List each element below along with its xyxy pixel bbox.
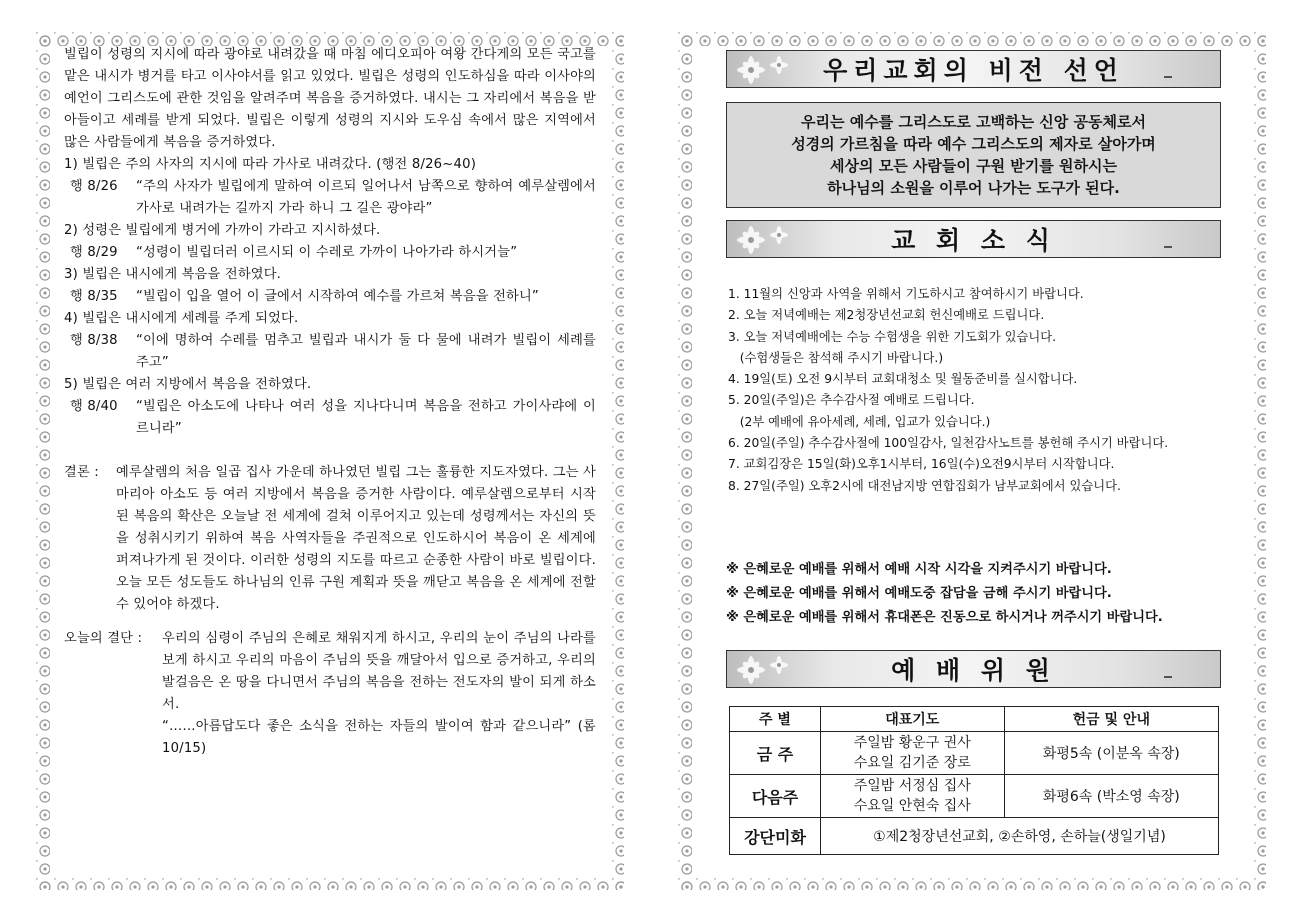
- resolution-label: 오늘의 결단 :: [64, 631, 143, 646]
- conclusion-label: 결론 :: [64, 465, 99, 480]
- vision-line: 세상의 모든 사람들이 구원 받기를 원하시는: [830, 157, 1117, 175]
- worship-notices: [726, 558, 1163, 630]
- altar-flowers-value: ①제2청장년선교회, ②손하영, 손하늘(생일기념): [821, 818, 1219, 855]
- point-4: [64, 308, 596, 374]
- offering-cell: 화평6속 (박소영 속장): [1004, 775, 1218, 818]
- header-prayer: 대표기도: [821, 707, 1005, 732]
- prayer-leader: 주일밤 황운구 권사: [853, 735, 971, 751]
- worship-staff-table: [729, 706, 1219, 855]
- news-item: (2부 예배에 유아세례, 세례, 입교가 있습니다.): [728, 414, 991, 429]
- verse-ref: 행 8/38: [70, 333, 118, 348]
- verse-ref: 행 8/26: [70, 179, 118, 194]
- prayer-leader: 주일밤 서정심 집사: [853, 778, 971, 794]
- vision-statement: [726, 102, 1221, 208]
- offering-cell: 화평5속 (이분옥 속장): [1004, 732, 1218, 775]
- point-5: [64, 374, 596, 440]
- news-item: 7. 교회김장은 15일(화)오후1시부터, 16일(수)오전9시부터 시작합니다.: [728, 457, 1115, 472]
- point-heading: 2) 성령은 빌립에게 병거에 가까이 가라고 지시하셨다.: [64, 223, 381, 238]
- church-news-list: [728, 284, 1228, 497]
- altar-flowers-label: 강단미화: [730, 818, 821, 855]
- conclusion-text: 예루살렘의 처음 일곱 집사 가운데 하나였던 빌립 그는 훌륭한 지도자였다. 그는 사마리아 아소도 등 여러 지방에서 복음을 증거한 사람이다. 예루살렘으로부터 시작된 복음의 확산은 오늘날 전 세계에 걸쳐 이루어지고 있는데 성령께서는 자신의 뜻을 성취시키기 위하여 복음 사역자들을 주권적으로 인도하시어 복음이 온 세계에 퍼져나가게 된 것이다. 이러한 성령의 지도를 따르고 순종한 사람이 바로 빌립이다. 오늘 모든 성도들도 하나님의 인류 구원 계획과 뜻을 깨닫고 복음을 온 세계에 전할 수 있어야 하겠다.: [116, 465, 597, 612]
- conclusion: [64, 462, 596, 616]
- todays-resolution: [64, 628, 596, 760]
- news-banner: [726, 220, 1221, 258]
- verse-ref: 행 8/40: [70, 399, 118, 414]
- news-item: 2. 오늘 저녁예배는 제2청장년선교회 헌신예배로 드립니다.: [728, 308, 1045, 323]
- verse-text: “빌립은 아소도에 나타나 여러 성을 지나다니며 복음을 전하고 가이사랴에 이르니라”: [136, 399, 596, 436]
- vision-line: 하나님의 소원을 이루어 나가는 도구가 된다.: [827, 179, 1120, 197]
- resolution-text: 우리의 심령이 주님의 은혜로 채워지게 하시고, 우리의 눈이 주님의 나라를 보게 하시고 우리의 마음이 주님의 뜻을 깨달아서 입으로 증거하고, 우리의 발걸음은 온 땅을 다니면서 주님의 복음을 전하는 전도자의 발이 되게 하소서.: [162, 631, 596, 712]
- table-row: [730, 732, 1219, 775]
- right-page: [678, 32, 1266, 890]
- news-item: 8. 27일(주일) 오후2시에 대전남지방 연합집회가 남부교회에서 있습니다.: [728, 478, 1121, 493]
- notice-item: ※ 은혜로운 예배를 위해서 예배도중 잡담을 금해 주시기 바랍니다.: [726, 586, 1112, 601]
- prayer-leader: 수요일 안현숙 집사: [853, 798, 971, 814]
- news-item: (수험생들은 참석해 주시기 바랍니다.): [728, 350, 944, 365]
- staff-banner: [726, 650, 1221, 688]
- flower-icon: [731, 223, 801, 257]
- news-item: 4. 19일(토) 오전 9시부터 교회대청소 및 월동준비를 실시합니다.: [728, 372, 1078, 387]
- resolution-quote: “……아름답도다 좋은 소식을 전하는 자들의 발이여 함과 같으니라” (롬 10/15): [162, 719, 596, 756]
- table-header-row: [730, 707, 1219, 732]
- news-item: 5. 20일(주일)은 추수감사절 예배로 드립니다.: [728, 393, 975, 408]
- verse-text: “이에 명하여 수레를 멈추고 빌립과 내시가 둘 다 물에 내려가 빌립이 세례를 주고”: [136, 333, 596, 370]
- point-heading: 3) 빌립은 내시에게 복음을 전하였다.: [64, 267, 282, 282]
- staff-title: 예 배 위 원: [891, 656, 1056, 685]
- verse-text: “성령이 빌립더러 이르시되 이 수레로 가까이 나아가라 하시거늘”: [136, 245, 518, 260]
- vision-title: 우리교회의 비전 선언: [823, 56, 1124, 85]
- verse-text: “주의 사자가 빌립에게 말하여 이르되 일어나서 남쪽으로 향하여 예루살렘에서 가사로 내려가는 길까지 가라 하니 그 길은 광야라”: [136, 179, 596, 216]
- news-item: 6. 20일(주일) 추수감사절에 100일감사, 일천감사노트를 봉헌해 주시기 바랍니다.: [728, 436, 1169, 451]
- left-page: [36, 32, 624, 890]
- vision-line: 성경의 가르침을 따라 예수 그리스도의 제자로 살아가며: [791, 135, 1156, 153]
- point-heading: 5) 빌립은 여러 지방에서 복음을 전하였다.: [64, 377, 312, 392]
- table-row: [730, 775, 1219, 818]
- notice-item: ※ 은혜로운 예배를 위해서 휴대폰은 진동으로 하시거나 꺼주시기 바랍니다.: [726, 610, 1163, 625]
- notice-item: ※ 은혜로운 예배를 위해서 예배 시작 시각을 지켜주시기 바랍니다.: [726, 562, 1112, 577]
- point-1: [64, 154, 596, 220]
- point-heading: 1) 빌립은 주의 사자의 지시에 따라 가사로 내려갔다. (행전 8/26~40): [64, 157, 477, 172]
- header-offering: 헌금 및 안내: [1004, 707, 1218, 732]
- news-title: 교 회 소 식: [891, 226, 1056, 255]
- news-item: 1. 11월의 신앙과 사역을 위해서 기도하시고 참여하시기 바랍니다.: [728, 287, 1084, 301]
- point-3: [64, 264, 596, 308]
- verse-ref: 행 8/29: [70, 245, 118, 260]
- news-item: 3. 오늘 저녁예배에는 수능 수험생을 위한 기도회가 있습니다.: [728, 329, 1057, 344]
- week-cell: 금 주: [730, 732, 821, 775]
- point-heading: 4) 빌립은 내시에게 세례를 주게 되었다.: [64, 311, 299, 326]
- verse-ref: 행 8/35: [70, 289, 118, 304]
- prayer-leader: 수요일 김기준 장로: [853, 755, 971, 771]
- table-row: [730, 818, 1219, 855]
- flower-icon: [731, 53, 801, 87]
- flower-icon: [731, 653, 801, 687]
- intro-paragraph: 빌립이 성령의 지시에 따라 광야로 내려갔을 때 마침 에디오피아 여왕 간다게의 모든 국고를 맡은 내시가 병거를 타고 이사야서를 읽고 있었다. 빌립은 성령의 인도하심을 따라 이사야의 예언이 그리스도에 관한 것임을 알려주며 복음을 증거하였다. 내시는 그 자리에서 복음을 받아들이고 세례를 받게 되었다. 빌립은 이렇게 성령의 지시와 도우심 속에서 많은 지역에서 많은 사람들에게 복음을 증거하였다.: [64, 47, 596, 150]
- point-2: [64, 220, 596, 264]
- header-week: 주 별: [730, 707, 821, 732]
- week-cell: 다음주: [730, 775, 821, 818]
- vision-line: 우리는 예수를 그리스도로 고백하는 신앙 공동체로서: [801, 113, 1146, 131]
- verse-text: “빌립이 입을 열어 이 글에서 시작하여 예수를 가르쳐 복음을 전하니”: [136, 289, 539, 304]
- vision-banner: [726, 50, 1221, 88]
